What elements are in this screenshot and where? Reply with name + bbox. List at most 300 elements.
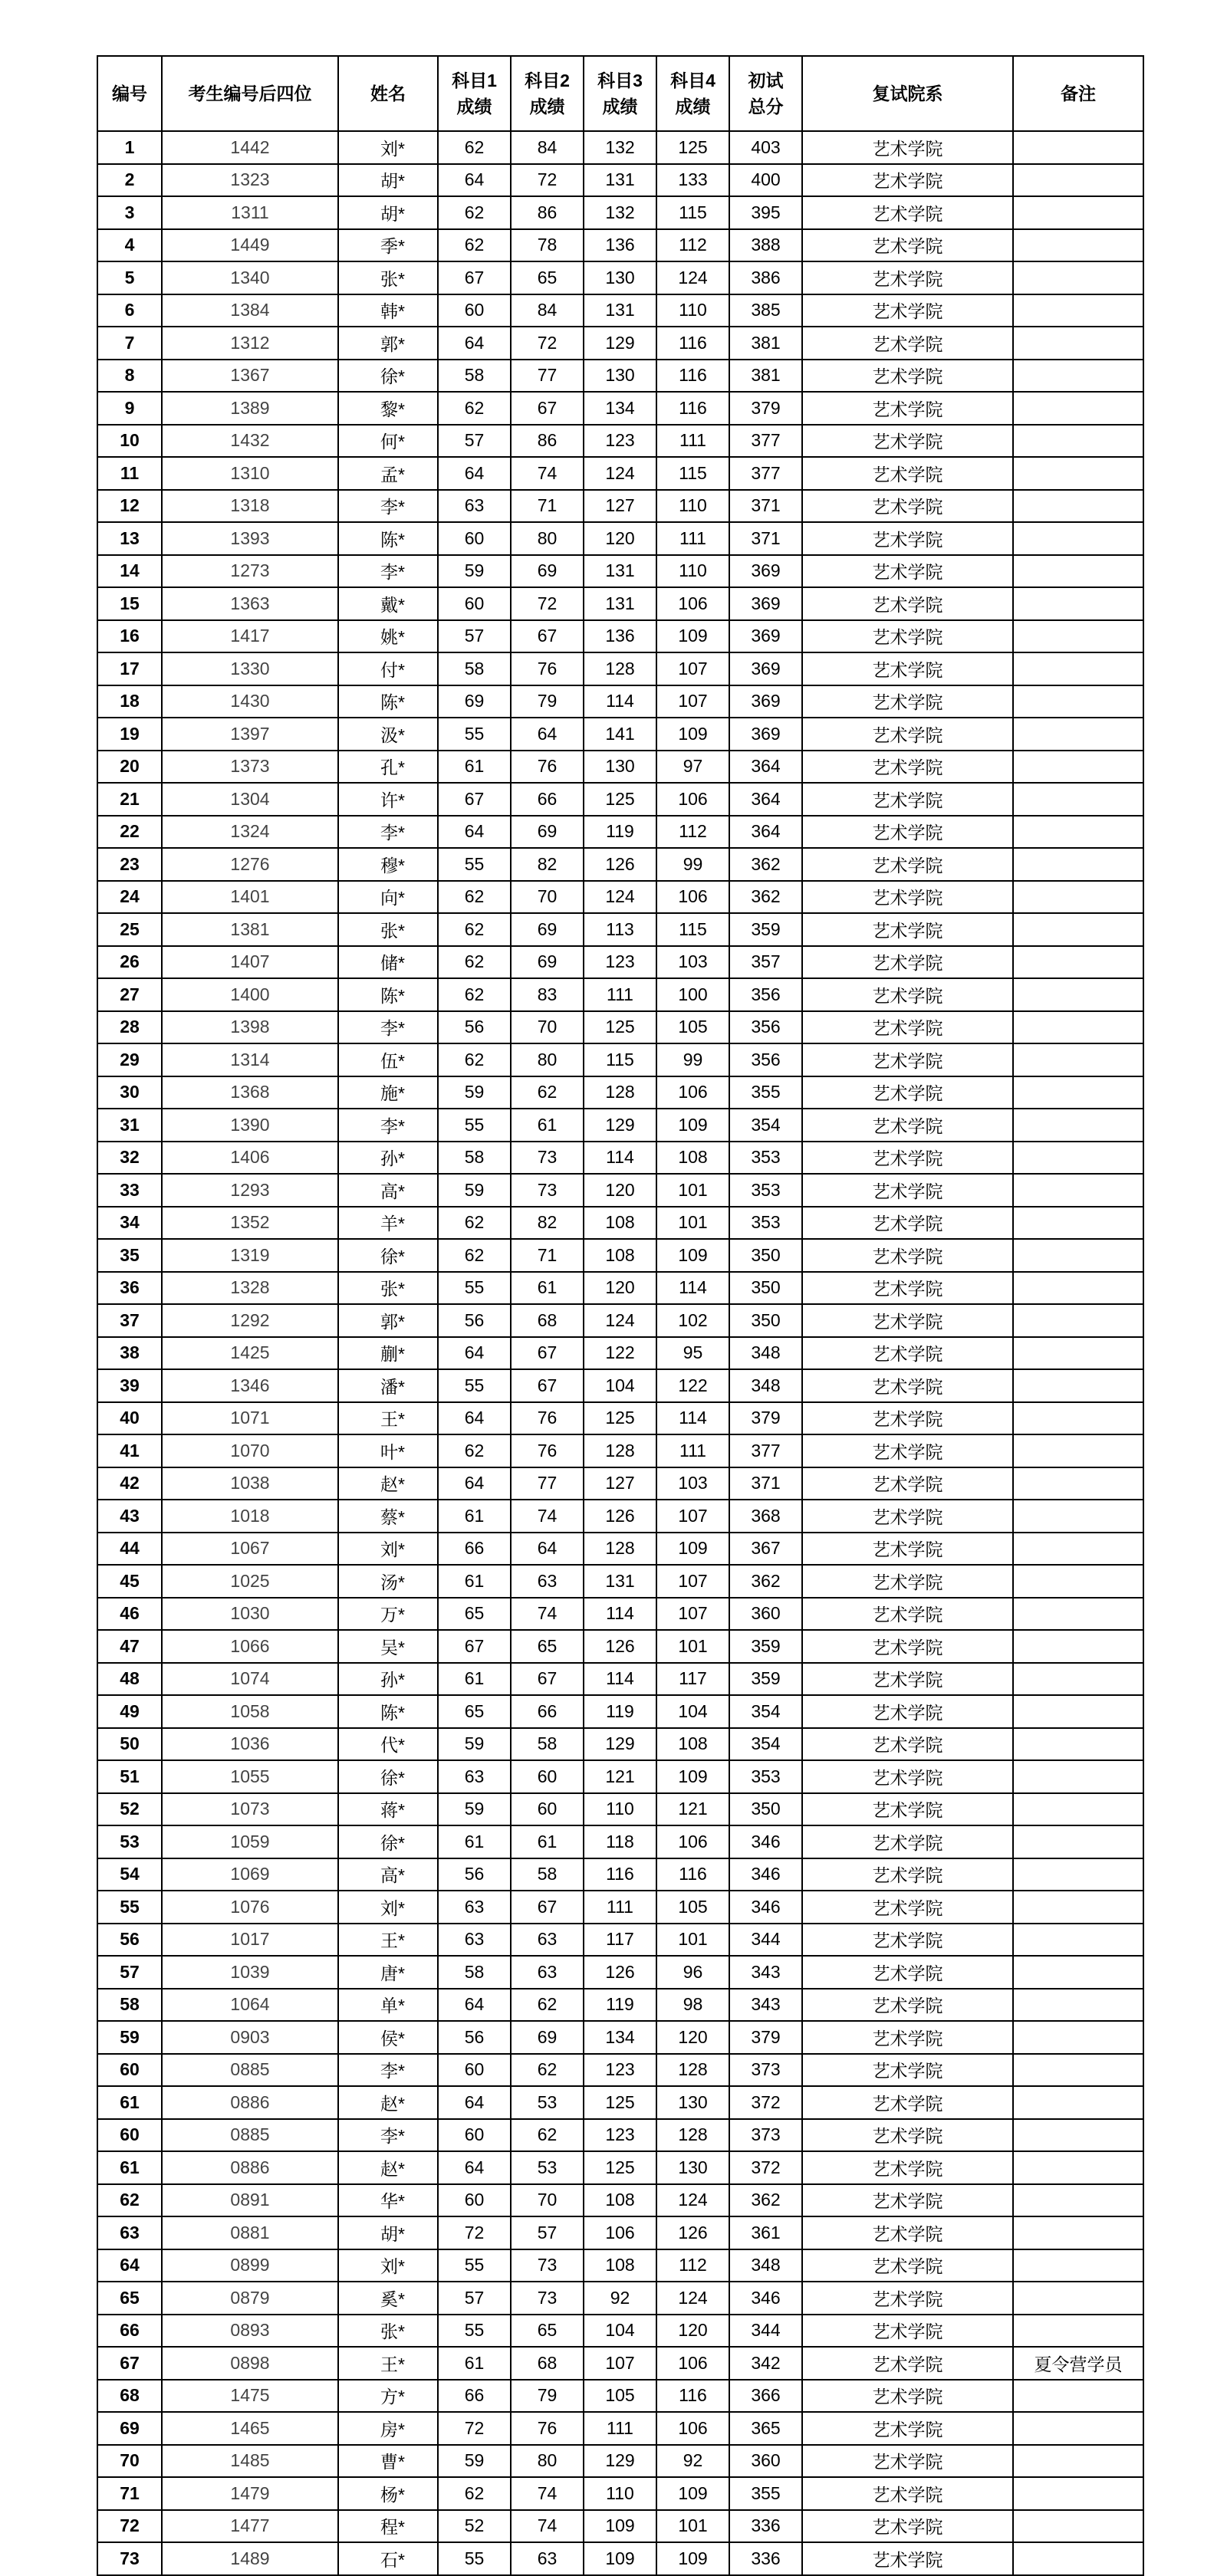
cell-subject-1: 59: [438, 1793, 511, 1826]
cell-total: 395: [729, 196, 802, 229]
cell-department: 艺术学院: [802, 1434, 1013, 1467]
cell-subject-2: 67: [511, 392, 584, 425]
table-row: [97, 1663, 1143, 1696]
cell-subject-4: 111: [656, 1434, 729, 1467]
cell-subject-4: 114: [656, 1272, 729, 1305]
cell-subject-4: 111: [656, 522, 729, 555]
cell-subject-1: 63: [438, 1891, 511, 1924]
cell-name: 张*: [338, 261, 438, 294]
cell-total: 356: [729, 978, 802, 1011]
cell-remark: [1013, 2184, 1143, 2217]
cell-exam-id: 0886: [162, 2086, 338, 2119]
cell-total: 365: [729, 2412, 802, 2445]
cell-name: 叶*: [338, 1434, 438, 1467]
table-row: [97, 1924, 1143, 1957]
cell-exam-id: 1368: [162, 1076, 338, 1109]
cell-subject-3: 111: [584, 978, 656, 1011]
cell-serial-no: 35: [97, 1239, 162, 1272]
cell-name: 陈*: [338, 978, 438, 1011]
cell-subject-2: 71: [511, 1239, 584, 1272]
cell-remark: [1013, 1011, 1143, 1044]
cell-total: 366: [729, 2380, 802, 2413]
cell-subject-3: 104: [584, 1369, 656, 1402]
cell-name: 郭*: [338, 1304, 438, 1337]
cell-subject-3: 119: [584, 816, 656, 849]
cell-total: 388: [729, 229, 802, 262]
cell-subject-3: 108: [584, 2184, 656, 2217]
cell-subject-4: 124: [656, 2184, 729, 2217]
cell-name: 陈*: [338, 522, 438, 555]
cell-exam-id: 1304: [162, 783, 338, 816]
cell-subject-3: 105: [584, 2380, 656, 2413]
cell-subject-3: 109: [584, 2542, 656, 2575]
cell-department: 艺术学院: [802, 652, 1013, 685]
table-row: [97, 131, 1143, 164]
cell-subject-2: 72: [511, 327, 584, 360]
cell-exam-id: 1039: [162, 1956, 338, 1989]
cell-subject-2: 84: [511, 131, 584, 164]
cell-subject-4: 122: [656, 1369, 729, 1402]
cell-exam-id: 1059: [162, 1825, 338, 1858]
table-row: [97, 2216, 1143, 2249]
table-row: [97, 1858, 1143, 1891]
cell-subject-2: 82: [511, 848, 584, 881]
cell-serial-no: 73: [97, 2542, 162, 2575]
cell-subject-3: 120: [584, 522, 656, 555]
cell-subject-4: 99: [656, 848, 729, 881]
cell-remark: [1013, 881, 1143, 914]
cell-subject-2: 63: [511, 1956, 584, 1989]
cell-serial-no: 68: [97, 2380, 162, 2413]
table-row: [97, 425, 1143, 458]
cell-exam-id: 1352: [162, 1207, 338, 1240]
cell-name: 房*: [338, 2412, 438, 2445]
cell-remark: [1013, 685, 1143, 718]
cell-subject-3: 113: [584, 913, 656, 946]
cell-subject-2: 58: [511, 1858, 584, 1891]
cell-exam-id: 0898: [162, 2347, 338, 2380]
cell-subject-1: 62: [438, 2477, 511, 2510]
cell-subject-1: 64: [438, 2086, 511, 2119]
cell-department: 艺术学院: [802, 1793, 1013, 1826]
cell-total: 379: [729, 1402, 802, 1435]
score-table: [97, 55, 1144, 2576]
cell-serial-no: 45: [97, 1565, 162, 1598]
cell-department: 艺术学院: [802, 751, 1013, 784]
cell-total: 362: [729, 2184, 802, 2217]
cell-department: 艺术学院: [802, 1598, 1013, 1631]
header-name: 姓名: [338, 56, 438, 131]
cell-subject-2: 73: [511, 1174, 584, 1207]
cell-department: 艺术学院: [802, 2282, 1013, 2315]
cell-exam-id: 1314: [162, 1043, 338, 1076]
cell-name: 李*: [338, 2119, 438, 2152]
cell-department: 艺术学院: [802, 1239, 1013, 1272]
cell-subject-4: 125: [656, 131, 729, 164]
cell-exam-id: 1324: [162, 816, 338, 849]
cell-serial-no: 28: [97, 1011, 162, 1044]
table-row: [97, 2282, 1143, 2315]
cell-subject-3: 129: [584, 1728, 656, 1761]
cell-department: 艺术学院: [802, 587, 1013, 620]
cell-department: 艺术学院: [802, 457, 1013, 490]
cell-subject-3: 119: [584, 1695, 656, 1728]
cell-department: 艺术学院: [802, 1565, 1013, 1598]
cell-subject-4: 112: [656, 2249, 729, 2282]
cell-subject-1: 57: [438, 620, 511, 653]
cell-name: 刘*: [338, 1533, 438, 1566]
cell-subject-4: 106: [656, 783, 729, 816]
cell-remark: [1013, 196, 1143, 229]
cell-subject-1: 64: [438, 1467, 511, 1500]
cell-name: 胡*: [338, 164, 438, 197]
cell-total: 348: [729, 1337, 802, 1370]
cell-name: 蒋*: [338, 1793, 438, 1826]
cell-department: 艺术学院: [802, 2380, 1013, 2413]
table-row: [97, 1598, 1143, 1631]
cell-subject-1: 57: [438, 425, 511, 458]
cell-serial-no: 60: [97, 2054, 162, 2087]
cell-total: 369: [729, 587, 802, 620]
cell-exam-id: 1073: [162, 1793, 338, 1826]
cell-subject-4: 101: [656, 1630, 729, 1663]
cell-subject-1: 57: [438, 2282, 511, 2315]
cell-serial-no: 56: [97, 1924, 162, 1957]
cell-subject-3: 122: [584, 1337, 656, 1370]
cell-subject-2: 67: [511, 1663, 584, 1696]
cell-remark: [1013, 1043, 1143, 1076]
cell-name: 李*: [338, 1109, 438, 1142]
cell-remark: [1013, 2054, 1143, 2087]
cell-department: 艺术学院: [802, 1272, 1013, 1305]
cell-exam-id: 1312: [162, 327, 338, 360]
cell-remark: [1013, 2542, 1143, 2575]
cell-subject-4: 95: [656, 1337, 729, 1370]
header-total: 初试 总分: [729, 56, 802, 131]
cell-remark: [1013, 2510, 1143, 2543]
cell-serial-no: 72: [97, 2510, 162, 2543]
cell-remark: [1013, 946, 1143, 979]
cell-name: 孟*: [338, 457, 438, 490]
cell-subject-4: 116: [656, 1858, 729, 1891]
cell-subject-2: 65: [511, 1630, 584, 1663]
cell-subject-1: 56: [438, 1304, 511, 1337]
cell-department: 艺术学院: [802, 2249, 1013, 2282]
table-row: [97, 1272, 1143, 1305]
cell-remark: [1013, 1109, 1143, 1142]
cell-total: 385: [729, 294, 802, 327]
table-row: [97, 1076, 1143, 1109]
cell-name: 徐*: [338, 1239, 438, 1272]
table-row: [97, 946, 1143, 979]
table-row: [97, 1695, 1143, 1728]
cell-subject-4: 103: [656, 946, 729, 979]
cell-exam-id: 1390: [162, 1109, 338, 1142]
table-row: [97, 1500, 1143, 1533]
cell-subject-3: 107: [584, 2347, 656, 2380]
cell-name: 施*: [338, 1076, 438, 1109]
cell-serial-no: 31: [97, 1109, 162, 1142]
cell-subject-3: 104: [584, 2315, 656, 2348]
cell-subject-1: 67: [438, 1630, 511, 1663]
cell-department: 艺术学院: [802, 1728, 1013, 1761]
cell-serial-no: 55: [97, 1891, 162, 1924]
cell-total: 350: [729, 1272, 802, 1305]
cell-total: 386: [729, 261, 802, 294]
cell-name: 吴*: [338, 1630, 438, 1663]
cell-serial-no: 53: [97, 1825, 162, 1858]
cell-subject-3: 111: [584, 1891, 656, 1924]
cell-subject-2: 73: [511, 1142, 584, 1175]
cell-subject-1: 62: [438, 946, 511, 979]
cell-total: 369: [729, 555, 802, 588]
table-row: [97, 1434, 1143, 1467]
cell-subject-1: 60: [438, 587, 511, 620]
cell-subject-1: 69: [438, 685, 511, 718]
cell-subject-3: 114: [584, 685, 656, 718]
cell-subject-4: 107: [656, 1500, 729, 1533]
cell-subject-3: 117: [584, 1924, 656, 1957]
cell-subject-1: 60: [438, 2119, 511, 2152]
cell-exam-id: 1323: [162, 164, 338, 197]
cell-serial-no: 42: [97, 1467, 162, 1500]
cell-exam-id: 1071: [162, 1402, 338, 1435]
cell-subject-4: 109: [656, 1760, 729, 1793]
cell-subject-2: 76: [511, 1402, 584, 1435]
cell-department: 艺术学院: [802, 2054, 1013, 2087]
header-exam-id-last4: 考生编号后四位: [162, 56, 338, 131]
cell-subject-2: 69: [511, 913, 584, 946]
cell-exam-id: 1425: [162, 1337, 338, 1370]
cell-total: 371: [729, 522, 802, 555]
cell-exam-id: 1397: [162, 718, 338, 751]
cell-exam-id: 1276: [162, 848, 338, 881]
cell-subject-2: 84: [511, 294, 584, 327]
cell-exam-id: 1407: [162, 946, 338, 979]
cell-exam-id: 0893: [162, 2315, 338, 2348]
cell-remark: [1013, 2021, 1143, 2054]
cell-subject-1: 55: [438, 2249, 511, 2282]
cell-subject-3: 131: [584, 555, 656, 588]
cell-total: 350: [729, 1304, 802, 1337]
cell-subject-3: 131: [584, 164, 656, 197]
cell-serial-no: 62: [97, 2184, 162, 2217]
cell-exam-id: 1038: [162, 1467, 338, 1500]
cell-subject-2: 63: [511, 2542, 584, 2575]
cell-exam-id: 1058: [162, 1695, 338, 1728]
cell-remark: [1013, 1174, 1143, 1207]
table-row: [97, 1369, 1143, 1402]
cell-remark: [1013, 652, 1143, 685]
cell-remark: [1013, 1402, 1143, 1435]
cell-subject-3: 125: [584, 2086, 656, 2119]
cell-subject-3: 130: [584, 360, 656, 393]
cell-serial-no: 63: [97, 2216, 162, 2249]
cell-serial-no: 20: [97, 751, 162, 784]
cell-subject-1: 61: [438, 1825, 511, 1858]
cell-subject-1: 59: [438, 1076, 511, 1109]
cell-subject-2: 69: [511, 816, 584, 849]
cell-subject-3: 115: [584, 1043, 656, 1076]
cell-name: 向*: [338, 881, 438, 914]
cell-subject-1: 56: [438, 2021, 511, 2054]
table-row: [97, 816, 1143, 849]
cell-remark: [1013, 2380, 1143, 2413]
cell-subject-3: 128: [584, 1533, 656, 1566]
cell-subject-3: 110: [584, 2477, 656, 2510]
cell-exam-id: 0881: [162, 2216, 338, 2249]
cell-serial-no: 65: [97, 2282, 162, 2315]
cell-remark: [1013, 1076, 1143, 1109]
cell-subject-2: 69: [511, 555, 584, 588]
cell-exam-id: 1477: [162, 2510, 338, 2543]
cell-subject-3: 125: [584, 1402, 656, 1435]
cell-serial-no: 47: [97, 1630, 162, 1663]
cell-subject-2: 72: [511, 164, 584, 197]
cell-name: 万*: [338, 1598, 438, 1631]
cell-subject-4: 116: [656, 327, 729, 360]
cell-department: 艺术学院: [802, 2151, 1013, 2184]
cell-total: 355: [729, 2477, 802, 2510]
cell-department: 艺术学院: [802, 620, 1013, 653]
table-row: [97, 620, 1143, 653]
cell-name: 杨*: [338, 2477, 438, 2510]
cell-remark: [1013, 2249, 1143, 2282]
cell-subject-2: 53: [511, 2086, 584, 2119]
cell-name: 蒯*: [338, 1337, 438, 1370]
cell-subject-4: 120: [656, 2315, 729, 2348]
cell-subject-4: 108: [656, 1142, 729, 1175]
cell-exam-id: 1055: [162, 1760, 338, 1793]
cell-exam-id: 1465: [162, 2412, 338, 2445]
cell-subject-4: 116: [656, 392, 729, 425]
cell-total: 353: [729, 1142, 802, 1175]
cell-subject-1: 66: [438, 1533, 511, 1566]
cell-subject-4: 115: [656, 913, 729, 946]
cell-total: 362: [729, 848, 802, 881]
cell-remark: [1013, 294, 1143, 327]
cell-name: 季*: [338, 229, 438, 262]
cell-subject-4: 110: [656, 294, 729, 327]
cell-remark: [1013, 2445, 1143, 2478]
cell-serial-no: 49: [97, 1695, 162, 1728]
cell-subject-1: 62: [438, 881, 511, 914]
cell-department: 艺术学院: [802, 1043, 1013, 1076]
table-row: [97, 913, 1143, 946]
cell-subject-3: 141: [584, 718, 656, 751]
cell-subject-3: 126: [584, 1630, 656, 1663]
cell-department: 艺术学院: [802, 2347, 1013, 2380]
cell-subject-3: 126: [584, 1500, 656, 1533]
cell-subject-2: 80: [511, 1043, 584, 1076]
cell-name: 王*: [338, 1924, 438, 1957]
cell-name: 张*: [338, 2315, 438, 2348]
cell-subject-1: 55: [438, 718, 511, 751]
cell-serial-no: 30: [97, 1076, 162, 1109]
cell-department: 艺术学院: [802, 229, 1013, 262]
cell-subject-2: 62: [511, 1076, 584, 1109]
cell-remark: [1013, 1825, 1143, 1858]
cell-serial-no: 48: [97, 1663, 162, 1696]
cell-remark: [1013, 620, 1143, 653]
cell-exam-id: 1449: [162, 229, 338, 262]
cell-total: 377: [729, 457, 802, 490]
cell-subject-2: 67: [511, 1891, 584, 1924]
cell-subject-2: 86: [511, 425, 584, 458]
cell-subject-3: 123: [584, 2119, 656, 2152]
table-row: [97, 2315, 1143, 2348]
cell-subject-4: 107: [656, 685, 729, 718]
cell-remark: [1013, 1500, 1143, 1533]
cell-subject-1: 59: [438, 1174, 511, 1207]
cell-subject-2: 63: [511, 1924, 584, 1957]
cell-serial-no: 44: [97, 1533, 162, 1566]
cell-subject-2: 77: [511, 360, 584, 393]
cell-remark: [1013, 1924, 1143, 1957]
cell-subject-1: 55: [438, 848, 511, 881]
table-row: [97, 1533, 1143, 1566]
cell-subject-1: 62: [438, 229, 511, 262]
cell-serial-no: 8: [97, 360, 162, 393]
cell-total: 369: [729, 652, 802, 685]
cell-subject-1: 60: [438, 294, 511, 327]
table-row: [97, 327, 1143, 360]
cell-subject-4: 115: [656, 457, 729, 490]
cell-serial-no: 9: [97, 392, 162, 425]
cell-subject-2: 79: [511, 685, 584, 718]
cell-subject-2: 67: [511, 620, 584, 653]
cell-exam-id: 1319: [162, 1239, 338, 1272]
cell-subject-4: 107: [656, 1598, 729, 1631]
cell-remark: [1013, 816, 1143, 849]
cell-subject-4: 105: [656, 1011, 729, 1044]
cell-subject-2: 69: [511, 946, 584, 979]
cell-subject-2: 65: [511, 261, 584, 294]
cell-department: 艺术学院: [802, 1369, 1013, 1402]
cell-subject-3: 108: [584, 2249, 656, 2282]
cell-name: 储*: [338, 946, 438, 979]
cell-subject-2: 74: [511, 1598, 584, 1631]
cell-name: 王*: [338, 1402, 438, 1435]
table-row: [97, 783, 1143, 816]
cell-subject-3: 123: [584, 946, 656, 979]
cell-total: 377: [729, 1434, 802, 1467]
cell-subject-2: 61: [511, 1272, 584, 1305]
cell-name: 赵*: [338, 2151, 438, 2184]
cell-exam-id: 1292: [162, 1304, 338, 1337]
cell-serial-no: 7: [97, 327, 162, 360]
cell-subject-2: 73: [511, 2282, 584, 2315]
cell-subject-4: 120: [656, 2021, 729, 2054]
cell-remark: [1013, 1434, 1143, 1467]
cell-serial-no: 24: [97, 881, 162, 914]
cell-subject-3: 136: [584, 229, 656, 262]
cell-subject-1: 65: [438, 1695, 511, 1728]
cell-subject-2: 61: [511, 1825, 584, 1858]
cell-serial-no: 50: [97, 1728, 162, 1761]
cell-exam-id: 1475: [162, 2380, 338, 2413]
cell-remark: [1013, 1663, 1143, 1696]
cell-serial-no: 10: [97, 425, 162, 458]
cell-subject-4: 110: [656, 555, 729, 588]
cell-exam-id: 1442: [162, 131, 338, 164]
table-body: [97, 131, 1143, 2575]
cell-department: 艺术学院: [802, 2216, 1013, 2249]
table-row: [97, 1891, 1143, 1924]
cell-name: 华*: [338, 2184, 438, 2217]
cell-subject-4: 133: [656, 164, 729, 197]
cell-subject-3: 108: [584, 1207, 656, 1240]
